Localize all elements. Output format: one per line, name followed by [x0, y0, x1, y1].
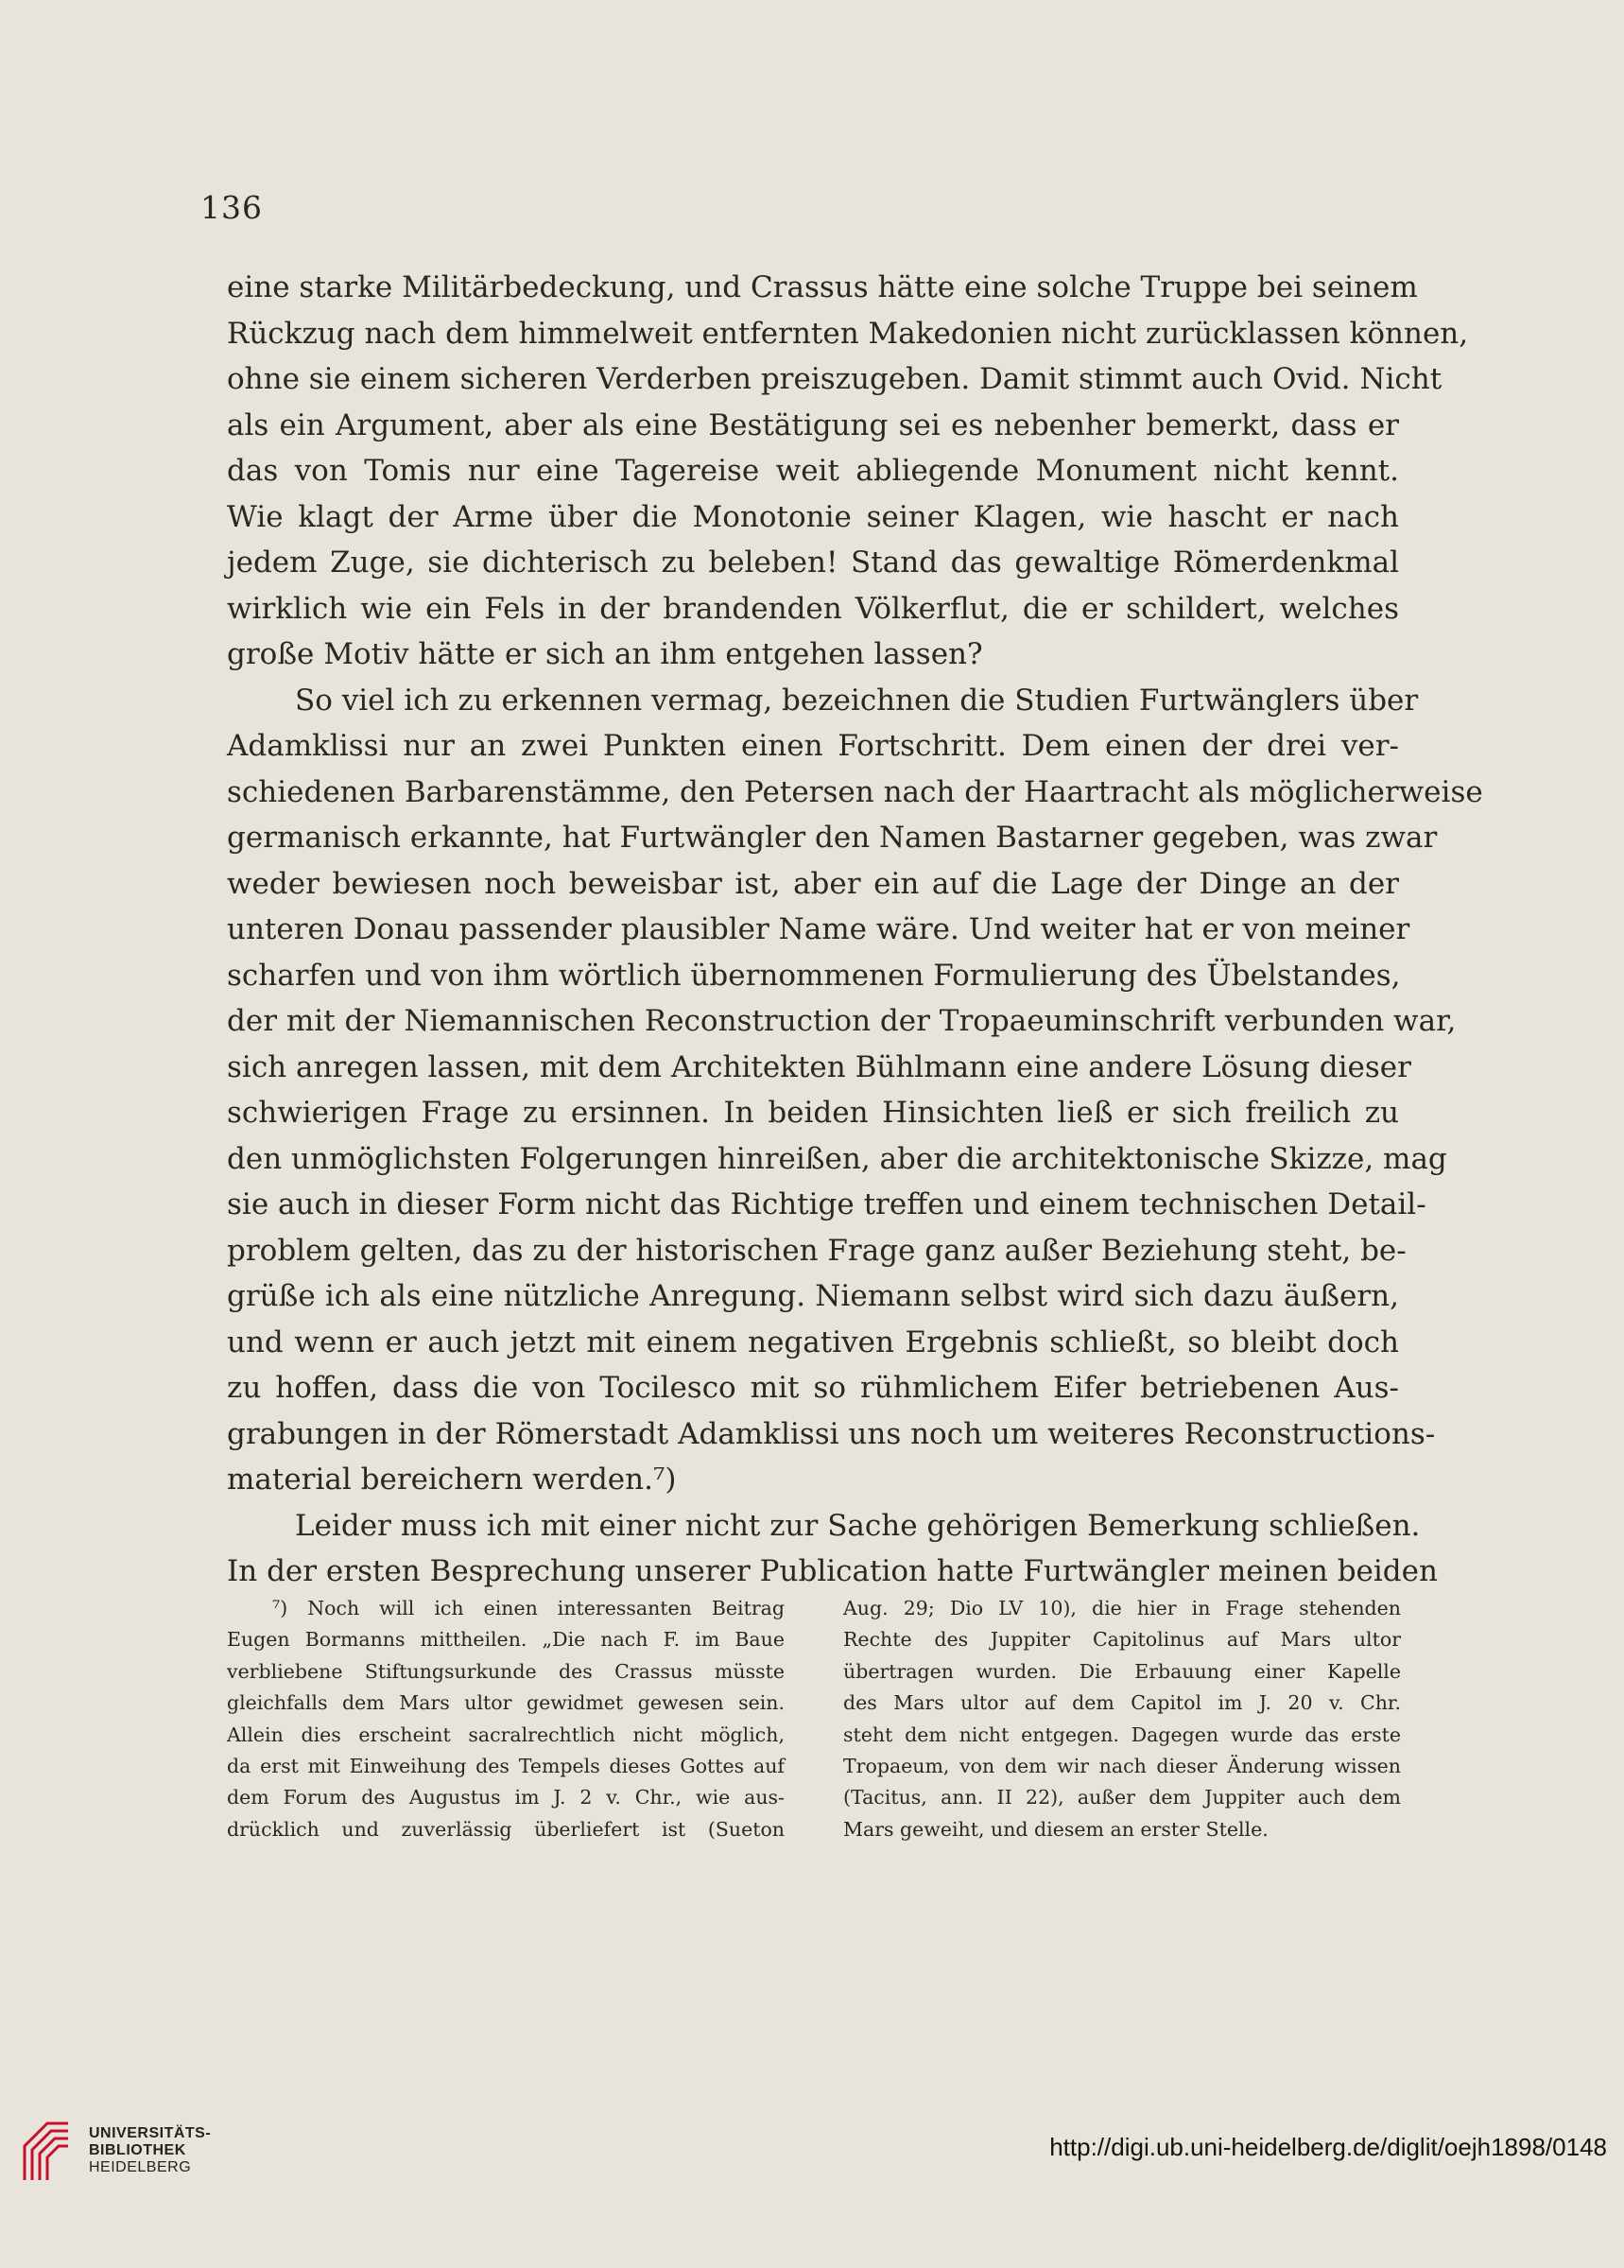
- body-line: Wie klagt der Arme über die Monotonie seiner Klagen, wie hascht er nach: [227, 499, 1399, 534]
- body-line: problem gelten, das zu der historischen Frage ganz außer Beziehung steht, be-: [227, 1233, 1407, 1268]
- footnote-column-right: [843, 1593, 1401, 1845]
- footnote-line: Mars geweiht, und diesem an erster Stelle.: [843, 1817, 1269, 1841]
- source-url-link[interactable]: http://digi.ub.uni-heidelberg.de/diglit/oejh1898/0148: [1049, 2133, 1607, 2161]
- footnote-line: Eugen Bormanns mittheilen. „Die nach F. im Baue: [227, 1628, 785, 1652]
- body-line: In der ersten Besprechung unserer Publication hatte Furtwängler meinen beiden: [227, 1554, 1438, 1588]
- logo-line: HEIDELBERG: [89, 2159, 192, 2175]
- body-line: Leider muss ich mit einer nicht zur Sache gehörigen Bemerkung schließen.: [295, 1508, 1421, 1543]
- footnote-line: verbliebene Stiftungsurkunde des Crassus müsste: [227, 1659, 785, 1683]
- body-line: unteren Donau passender plausibler Name wäre. Und weiter hat er von meiner: [227, 912, 1410, 946]
- body-line: grüße ich als eine nützliche Anregung. Niemann selbst wird sich dazu äußern,: [227, 1279, 1399, 1313]
- body-line: den unmöglichsten Folgerungen hinreißen, aber die architektonische Skizze, mag: [227, 1141, 1447, 1176]
- page-number: 136: [200, 189, 263, 226]
- footnote-column-left: [227, 1593, 785, 1845]
- body-line: scharfen und von ihm wörtlich übernommenen Formulierung des Übelstandes,: [227, 958, 1401, 993]
- body-line: Adamklissi nur an zwei Punkten einen Fortschritt. Dem einen der drei ver-: [227, 729, 1399, 763]
- footnote-line: drücklich und zuverlässig überliefert ist (Sueton: [227, 1817, 785, 1841]
- footnote-line: übertragen wurden. Die Erbauung einer Kapelle: [843, 1659, 1401, 1683]
- footnote-line: Tropaeum, von dem wir nach dieser Änderung wissen: [843, 1754, 1401, 1777]
- body-line: zu hoffen, dass die von Tocilesco mit so rühmlichem Eifer betriebenen Aus-: [227, 1371, 1399, 1405]
- library-logo-text: [89, 2125, 211, 2176]
- footnote-line: gleichfalls dem Mars ultor gewidmet gewesen sein.: [227, 1691, 785, 1715]
- footnote-line: steht dem nicht entgegen. Dagegen wurde das erste: [843, 1723, 1401, 1746]
- library-logo[interactable]: [19, 2118, 211, 2184]
- footnote-line: da erst mit Einweihung des Tempels dieses Gottes auf: [227, 1754, 785, 1777]
- footnote-line: ⁷) Noch will ich einen interessanten Beitrag: [272, 1597, 785, 1619]
- body-line: eine starke Militärbedeckung, und Crassus hätte eine solche Truppe bei seinem: [227, 270, 1418, 304]
- footnote-line: Aug. 29; Dio LV 10), die hier in Frage stehenden: [843, 1597, 1401, 1619]
- footnote-line: des Mars ultor auf dem Capitol im J. 20 v. Chr.: [843, 1691, 1401, 1715]
- footnote-line: Allein dies erscheint sacralrechtlich nicht möglich,: [227, 1723, 785, 1746]
- body-line: wirklich wie ein Fels in der brandenden Völkerflut, die er schildert, welches: [227, 591, 1399, 626]
- footnote-line: Rechte des Juppiter Capitolinus auf Mars ultor: [843, 1628, 1401, 1652]
- body-line: und wenn er auch jetzt mit einem negativen Ergebnis schließt, so bleibt doch: [227, 1324, 1399, 1359]
- footnote-line: dem Forum des Augustus im J. 2 v. Chr., wie aus-: [227, 1786, 785, 1809]
- body-line: weder bewiesen noch beweisbar ist, aber ein auf die Lage der Dinge an der: [227, 866, 1399, 901]
- body-line: jedem Zuge, sie dichterisch zu beleben! Stand das gewaltige Römerdenkmal: [227, 545, 1399, 580]
- body-line: germanisch erkannte, hat Furtwängler den Namen Bastarner gegeben, was zwar: [227, 821, 1438, 855]
- logo-line: UNIVERSITÄTS-: [89, 2125, 212, 2141]
- body-line: Rückzug nach dem himmelweit entfernten Makedonien nicht zurücklassen können,: [227, 316, 1469, 351]
- body-line: sie auch in dieser Form nicht das Richtige treffen und einem technischen Detail-: [227, 1187, 1426, 1221]
- footnotes: [227, 1593, 1401, 1845]
- body-line: als ein Argument, aber als eine Bestätigung sei es nebenher bemerkt, dass er: [227, 407, 1399, 442]
- body-line: große Motiv hätte er sich an ihm entgehen lassen?: [227, 637, 983, 671]
- body-line: So viel ich zu erkennen vermag, bezeichnen die Studien Furtwänglers über: [295, 683, 1419, 718]
- library-logo-icon: [19, 2118, 70, 2184]
- body-line: das von Tomis nur eine Tagereise weit abliegende Monument nicht kennt.: [227, 454, 1399, 488]
- body-line: grabungen in der Römerstadt Adamklissi uns noch um weiteres Reconstructions-: [227, 1416, 1436, 1451]
- body-line: schiedenen Barbarenstämme, den Petersen nach der Haartracht als möglicherweise: [227, 774, 1483, 809]
- logo-line: BIBLIOTHEK: [89, 2142, 186, 2158]
- body-line: ohne sie einem sicheren Verderben preiszugeben. Damit stimmt auch Ovid. Nicht: [227, 362, 1443, 396]
- body-line: material bereichern werden.⁷): [227, 1463, 677, 1497]
- body-text: [227, 265, 1483, 1595]
- body-line: der mit der Niemannischen Reconstruction der Tropaeuminschrift verbunden war,: [227, 1004, 1457, 1038]
- body-line: schwierigen Frage zu ersinnen. In beiden Hinsichten ließ er sich freilich zu: [227, 1096, 1399, 1130]
- footnote-line: (Tacitus, ann. II 22), außer dem Juppiter auch dem: [843, 1786, 1401, 1809]
- body-line: sich anregen lassen, mit dem Architekten Bühlmann eine andere Lösung dieser: [227, 1049, 1411, 1084]
